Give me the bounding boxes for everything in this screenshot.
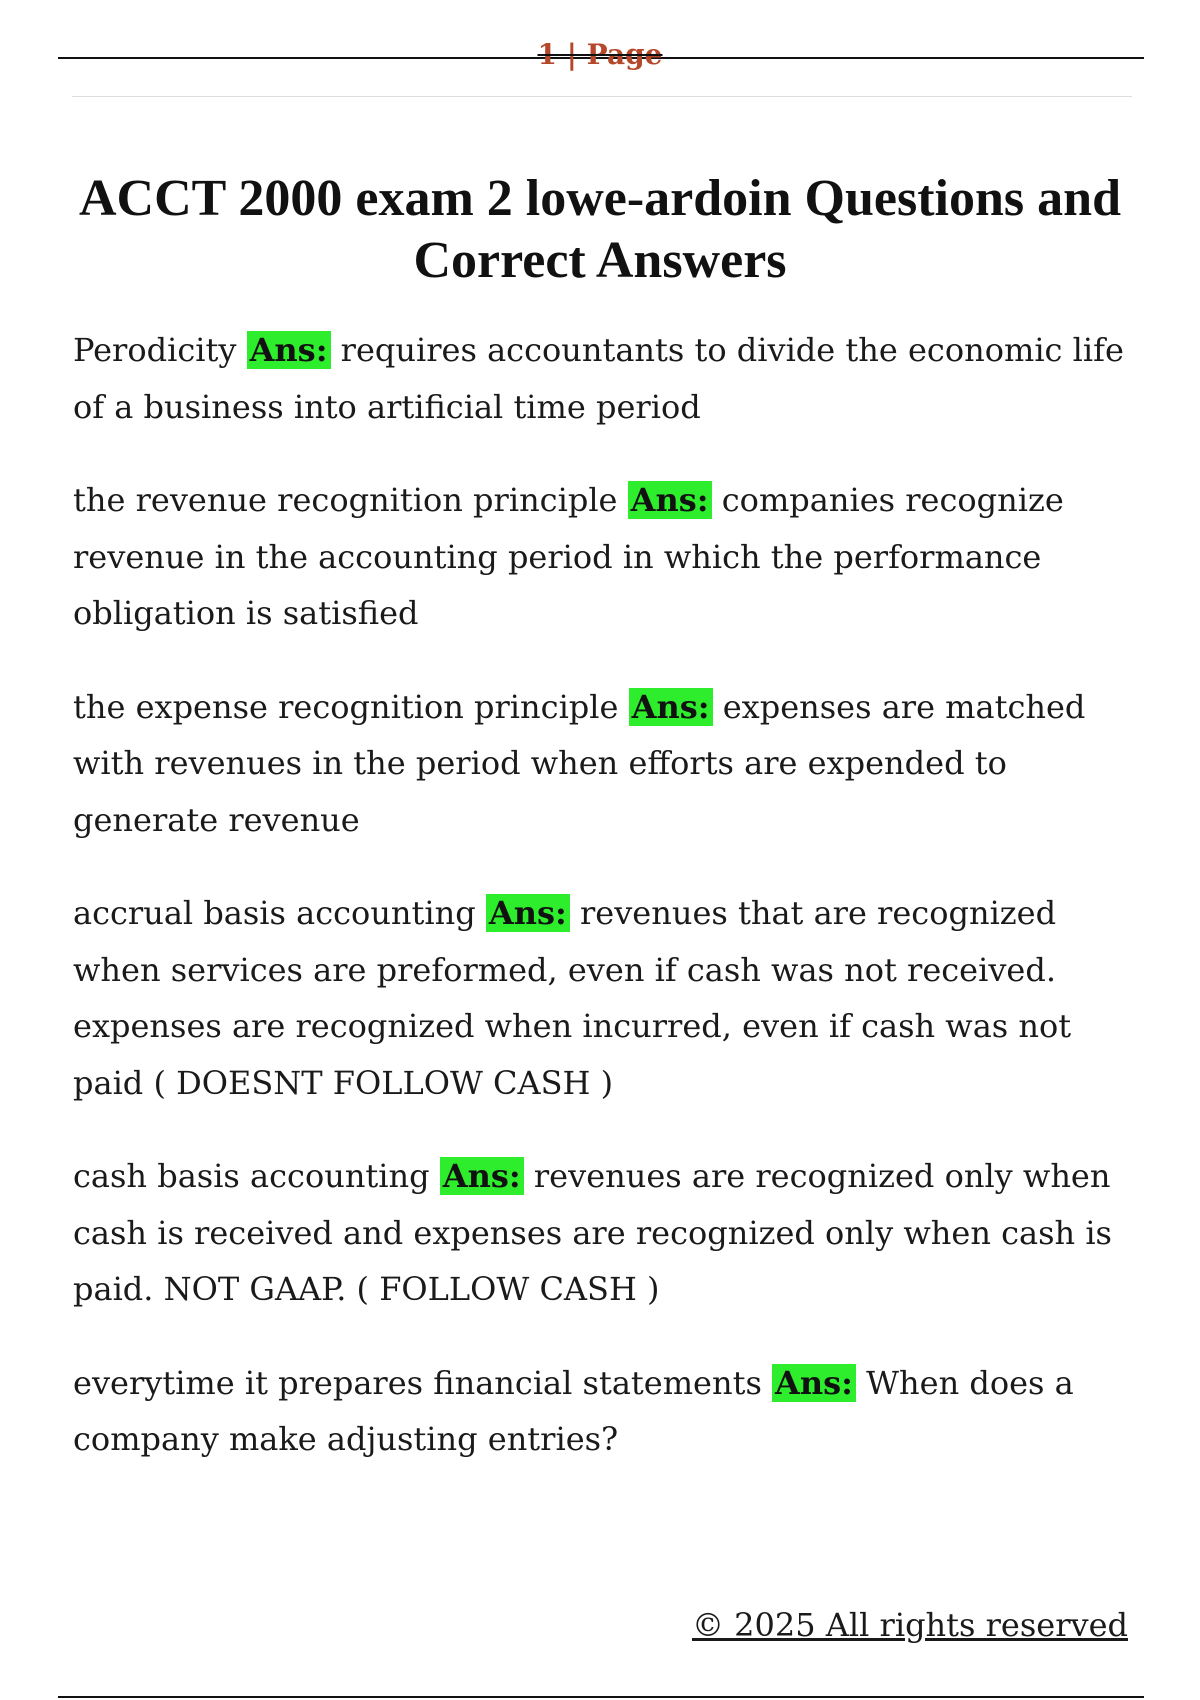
qa-list [73, 322, 1138, 1505]
qa-term: everytime it prepares financial statements [73, 1363, 762, 1402]
answer-marker: Ans: [440, 1157, 524, 1195]
page-number-label: 1 | Page [537, 38, 663, 71]
answer-marker: Ans: [772, 1364, 856, 1402]
qa-item [73, 885, 1138, 1111]
answer-marker: Ans: [486, 894, 570, 932]
qa-answer: requires accountants to divide the economic life of a business into artificial time period [73, 331, 1124, 426]
qa-term: the revenue recognition principle [73, 481, 618, 519]
copyright-notice: © 2025 All rights reserved [692, 1606, 1128, 1644]
qa-item [73, 679, 1138, 849]
qa-answer: revenues that are recognized when services are preformed, even if cash was not received. expenses are recognized when incurred, even if cash was not paid ( DOESNT FOLLOW CASH ) [73, 894, 1072, 1102]
footer-rule [58, 1696, 1144, 1698]
answer-marker: Ans: [629, 688, 713, 726]
qa-answer: revenues are recognized only when cash is received and expenses are recognized only when cash is paid. NOT GAAP. ( FOLLOW CASH ) [73, 1157, 1112, 1308]
document-title: ACCT 2000 exam 2 lowe-ardoin Questions and Correct Answers [78, 170, 1121, 289]
header-separator [72, 96, 1132, 97]
answer-marker: Ans: [628, 481, 712, 519]
qa-answer: expenses are matched with revenues in the period when efforts are expended to generate revenue [73, 687, 1086, 839]
qa-term: the expense recognition principle [73, 687, 619, 726]
answer-marker: Ans: [247, 331, 331, 369]
qa-item [73, 322, 1138, 435]
qa-answer: When does a company make adjusting entries? [73, 1363, 1074, 1458]
qa-item [73, 472, 1138, 642]
qa-item [73, 1355, 1138, 1468]
qa-term: cash basis accounting [73, 1157, 430, 1195]
qa-term: Perodicity [73, 331, 237, 369]
qa-term: accrual basis accounting [73, 894, 476, 932]
qa-answer: companies recognize revenue in the accounting period in which the performance obligation is satisfied [73, 481, 1064, 632]
qa-item [73, 1148, 1138, 1318]
